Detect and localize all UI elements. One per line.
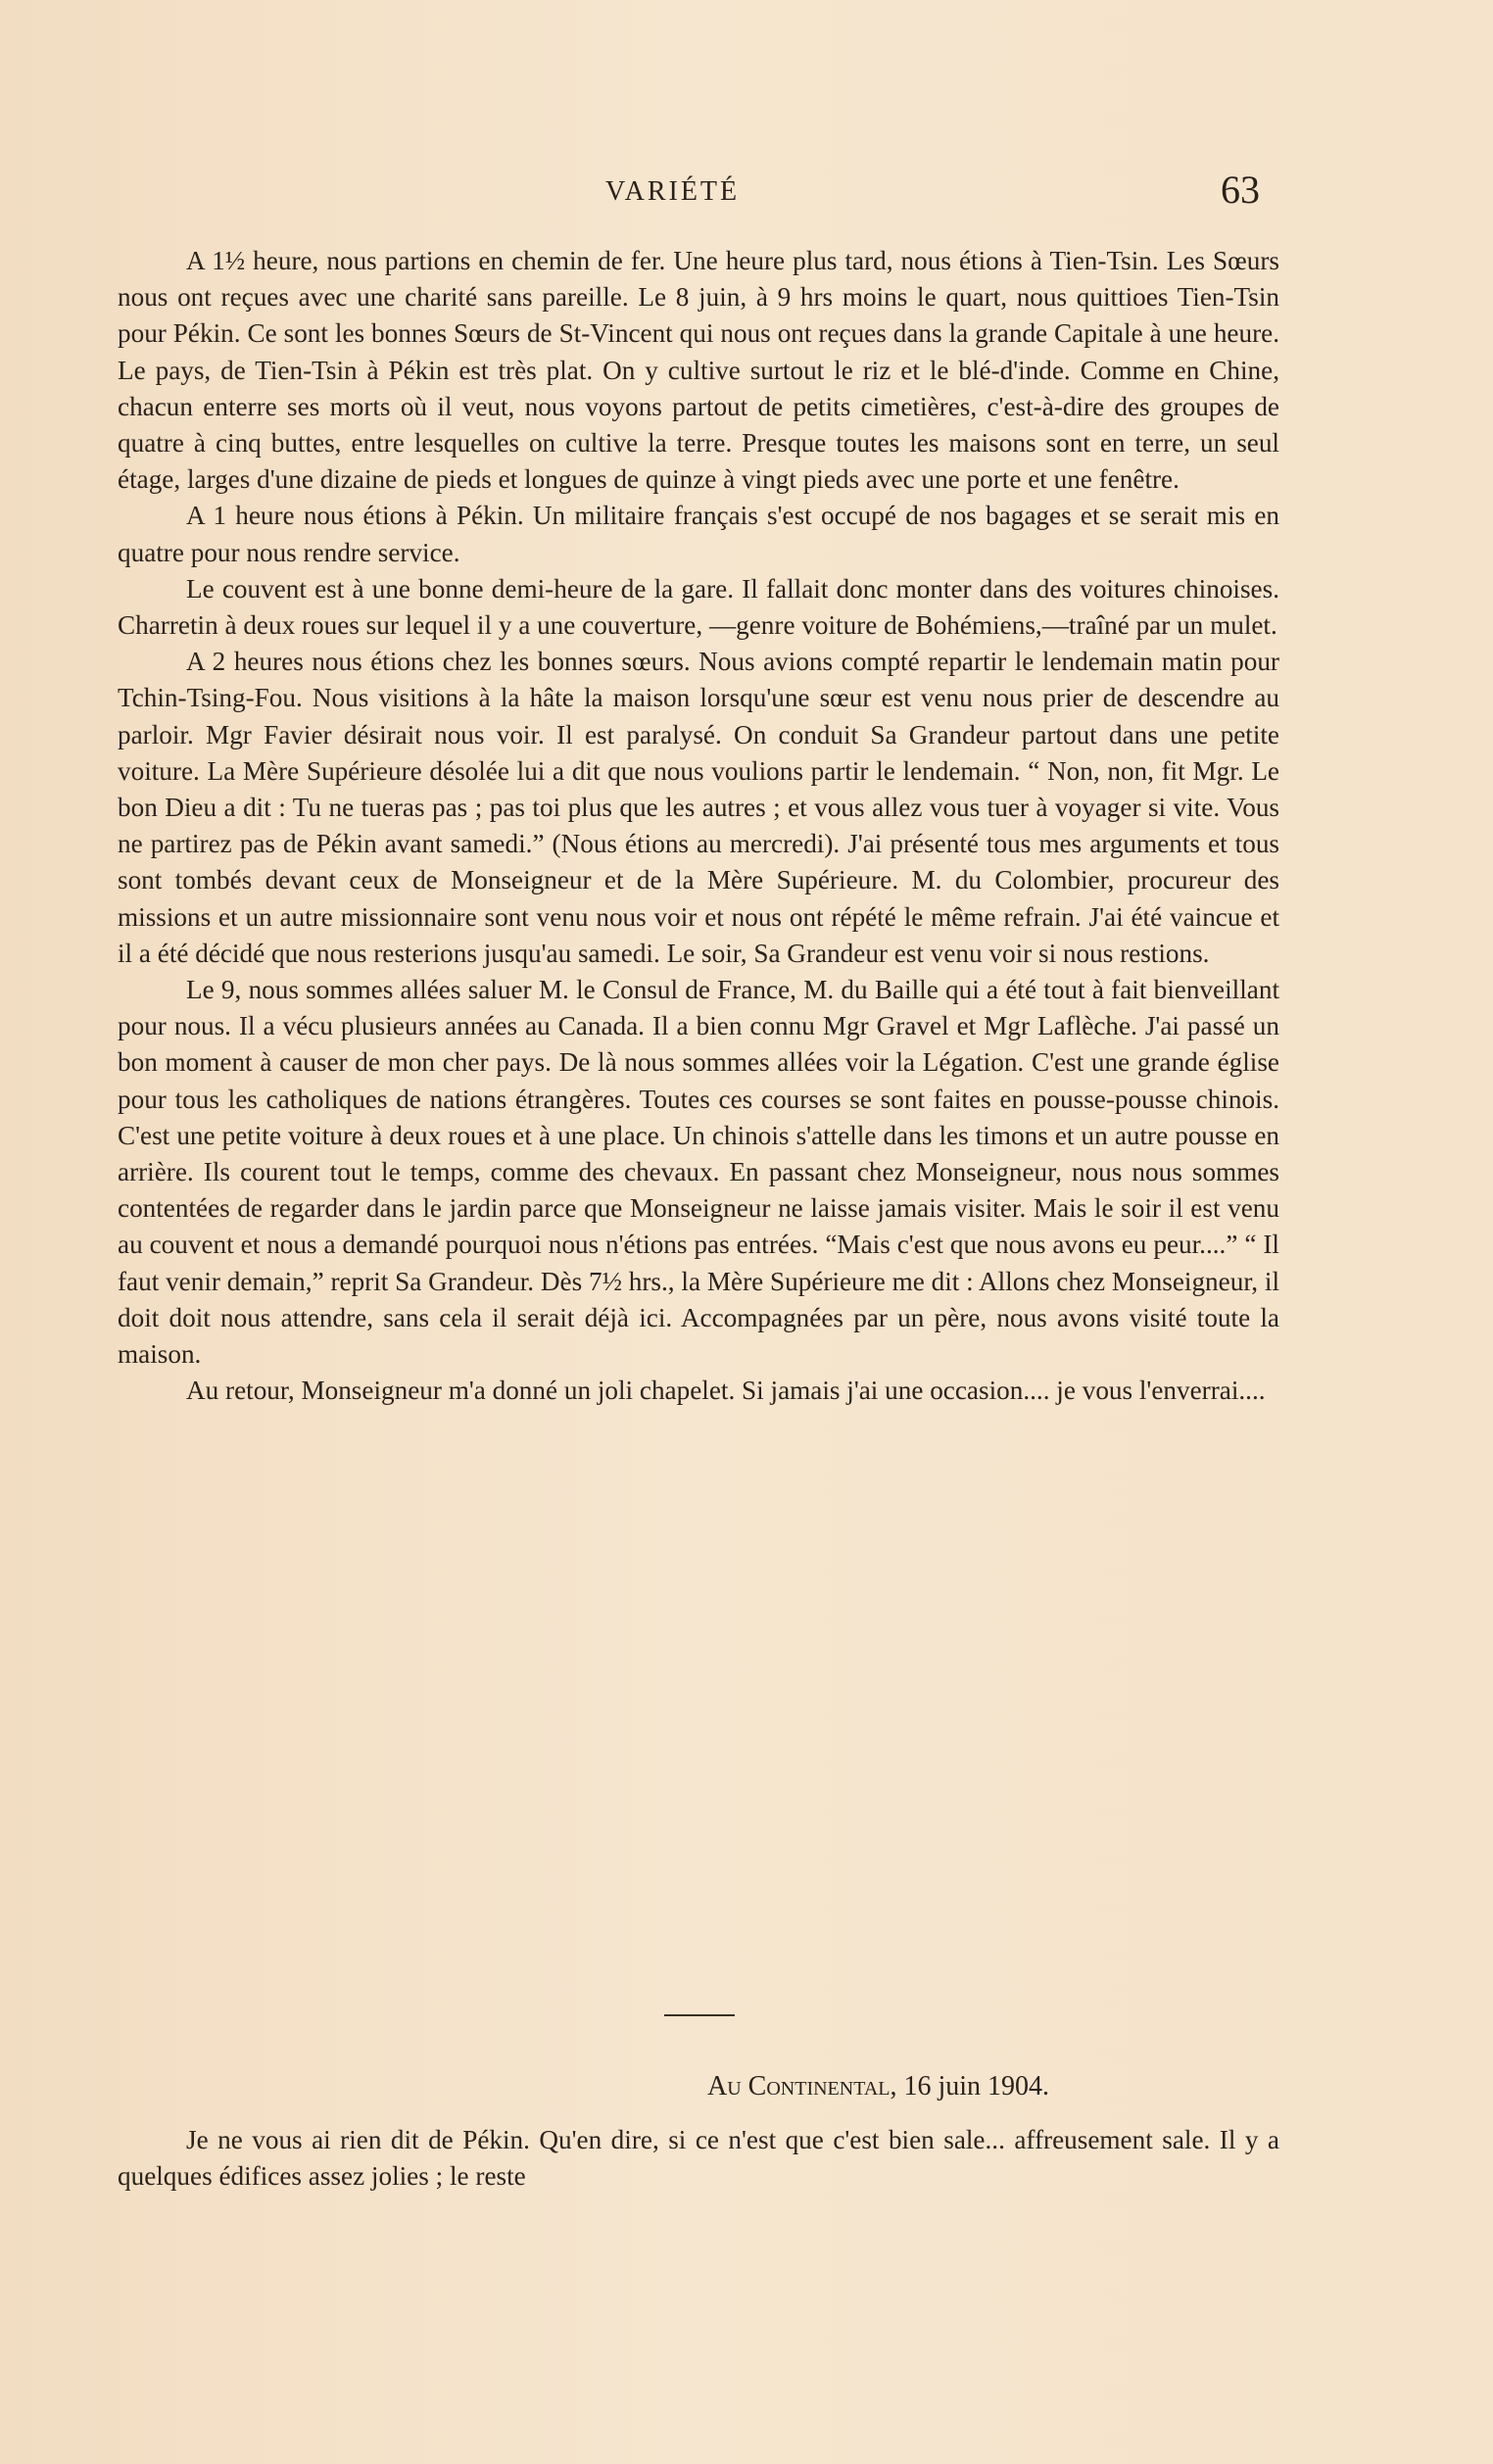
paragraph-2: A 1 heure nous étions à Pékin. Un militaire français s'est occupé de nos bagages et se serait mis en quatre pour nous rendre service. bbox=[118, 501, 1279, 567]
letter-paragraph: Je ne vous ai rien dit de Pékin. Qu'en dire, si ce n'est que c'est bien sale... affreusement sale. Il y a quelques édifices assez jolies ; le reste bbox=[118, 2125, 1279, 2192]
section-divider bbox=[664, 2014, 735, 2016]
paragraph-4: A 2 heures nous étions chez les bonnes sœurs. Nous avions compté repartir le lendemain matin pour Tchin-Tsing-Fou. Nous visitions à la hâte la maison lorsqu'une sœur est venu nous prier de descendre au parloir. Mgr Favier désirait nous voir. Il est paralysé. On conduit Sa Grandeur partout dans une petite voiture. La Mère Supérieure désolée lui a dit que nous voulions partir le lendemain. “ Non, non, fit Mgr. Le bon Dieu a dit : Tu ne tueras pas ; pas toi plus que les autres ; et vous allez vous tuer à voyager si vite. Vous ne partirez pas de Pékin avant samedi.” (Nous étions au mercredi). J'ai présenté tous mes arguments et tous sont tombés devant ceux de Monseigneur et de la Mère Supérieure. M. du Colombier, procureur des missions et un autre missionnaire sont venu nous voir et nous ont répété le même refrain. J'ai été vaincue et il a été décidé que nous resterions jusqu'au samedi. Le soir, Sa Grandeur est venu voir si nous restions. bbox=[118, 647, 1279, 968]
body-text bbox=[118, 243, 1279, 1410]
paragraph-1: A 1½ heure, nous partions en chemin de fer. Une heure plus tard, nous étions à Tien-Tsin. Les Sœurs nous ont reçues avec une charité sans pareille. Le 8 juin, à 9 hrs moins le quart, nous quittioes Tien-Tsin pour Pékin. Ce sont les bonnes Sœurs de St-Vincent qui nous ont reçues dans la grande Capitale à une heure. Le pays, de Tien-Tsin à Pékin est très plat. On y cultive surtout le riz et le blé-d'inde. Comme en Chine, chacun enterre ses morts où il veut, nous voyons partout de petits cimetières, c'est-à-dire des groupes de quatre à cinq buttes, entre lesquelles on cultive la terre. Presque toutes les maisons sont en terre, un seul étage, larges d'une dizaine de pieds et longues de quinze à vingt pieds avec une porte et une fenêtre. bbox=[118, 246, 1279, 495]
page-number: 63 bbox=[1221, 168, 1260, 212]
dateline-date: 16 juin 1904. bbox=[903, 2071, 1050, 2102]
paragraph-6: Au retour, Monseigneur m'a donné un joli chapelet. Si jamais j'ai une occasion.... je vous l'enverrai.... bbox=[186, 1376, 1266, 1406]
page-header bbox=[0, 167, 1493, 225]
paragraph-5: Le 9, nous sommes allées saluer M. le Consul de France, M. du Baille qui a été tout à fait bienveillant pour nous. Il a vécu plusieurs années au Canada. Il a bien connu Mgr Gravel et Mgr Laflèche. J'ai passé un bon moment à causer de mon cher pays. De là nous sommes allées voir la Légation. C'est une grande église pour tous les catholiques de nations étrangères. Toutes ces courses se sont faites en pousse-pousse chinois. C'est une petite voiture à deux roues et à une place. Un chinois s'attelle dans les timons et un autre pousse en arrière. Ils courent tout le temps, comme des chevaux. En passant chez Monseigneur, nous nous sommes contentées de regarder dans le jardin parce que Monseigneur ne laisse jamais visiter. Mais le soir il est venu au couvent et nous a demandé pourquoi nous n'étions pas entrées. “Mais c'est que nous avons eu peur....” “ Il faut venir demain,” reprit Sa Grandeur. Dès 7½ hrs., la Mère Supérieure me dit : Allons chez Monseigneur, il doit doit nous attendre, sans cela il serait déjà ici. Accompagnées par un père, nous avons visité toute la maison. bbox=[118, 975, 1279, 1370]
running-head: VARIÉTÉ bbox=[605, 176, 741, 207]
dateline-place: Au Continental, bbox=[707, 2071, 897, 2102]
paragraph-3: Le couvent est à une bonne demi-heure de la gare. Il fallait donc monter dans des voitures chinoises. Charretin à deux roues sur lequel il y a une couverture, —genre voiture de Bohémiens,—traîné par un mulet. bbox=[118, 573, 1279, 641]
dateline bbox=[707, 2071, 1049, 2102]
